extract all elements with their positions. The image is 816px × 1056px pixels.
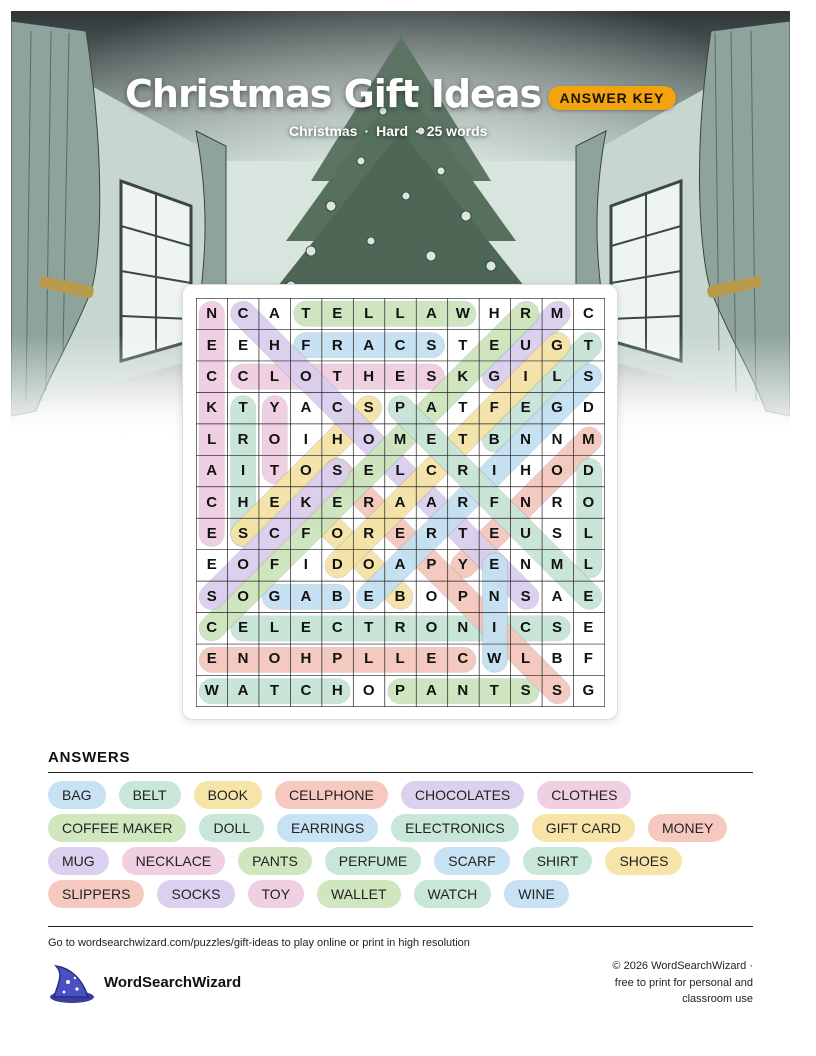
grid-cell: E [300,619,311,637]
grid-cell: O [268,650,281,668]
grid-cell: T [301,305,311,323]
grid-cell: F [269,556,280,574]
grid-cell: W [487,650,502,668]
grid-cell: T [489,681,499,699]
grid-cell: O [582,493,595,511]
grid-cell: I [492,619,497,637]
online-link-text[interactable]: Go to wordsearchwizard.com/puzzles/gift-ideas to play online or print in high resolution [48,937,470,949]
grid-cell: H [488,305,500,323]
grid-cell: M [550,305,564,323]
grid-cell: A [426,681,437,699]
grid-cell: A [426,305,437,323]
grid-cell: C [582,305,594,323]
grid-cell: E [426,650,437,668]
grid-cell: C [457,650,469,668]
grid-cell: A [300,587,312,605]
grid-cell: F [301,524,311,542]
grid-cell: R [363,493,375,511]
grid-cell: B [488,430,500,448]
grid-cell: C [237,367,249,385]
grid-cell: H [300,650,312,668]
grid-cell: L [521,650,531,668]
grid-cell: R [457,493,469,511]
grid-cell: R [394,619,406,637]
divider [48,772,753,773]
grid-cell: F [583,650,593,668]
grid-cell: H [269,336,280,354]
grid-cell: K [206,399,218,417]
answer-chip: NECKLACE [122,847,225,875]
answer-chip: ELECTRONICS [391,814,519,842]
grid-cell: O [425,587,438,605]
grid-cell: O [551,462,563,480]
grid-cell: S [426,336,437,354]
grid-cell: C [331,399,343,417]
grid-cell: P [457,587,468,605]
grid-cell: L [395,650,405,668]
grid-cell: T [238,399,248,417]
grid-cell: I [303,430,308,448]
grid-cell: A [394,556,406,574]
grid-cell: N [520,430,532,448]
grid-cell: T [458,430,468,448]
grid-cell: E [395,524,406,542]
grid-cell: E [238,336,249,354]
grid-cell: S [363,399,374,417]
copyright-line: free to print for personal and [614,976,753,989]
grid-cell: N [488,587,500,605]
answer-chip: PERFUME [325,847,421,875]
answer-chip: BELT [119,781,181,809]
grid-cell: G [551,336,563,354]
grid-cell: T [458,399,468,417]
meta-word-count: 25 words [426,123,488,139]
grid-cell: R [237,430,249,448]
grid-cell: E [489,556,500,574]
grid-cell: R [426,524,437,542]
answer-list [48,781,753,908]
grid-cell: U [520,524,532,542]
grid-cell: L [269,367,280,385]
grid-cell: L [364,650,374,668]
grid-cell: E [363,462,374,480]
answer-chip: SCARF [434,847,509,875]
grid-cell: E [583,619,594,637]
answer-chip: BAG [48,781,106,809]
answer-chip: GIFT CARD [532,814,635,842]
grid-cell: S [426,367,437,385]
answer-chip: PANTS [238,847,312,875]
grid-cell: E [206,524,217,542]
answers-heading: ANSWERS [48,749,131,766]
grid-cell: S [332,462,343,480]
grid-cell: O [300,367,312,385]
puzzle-title: Christmas Gift Ideas [125,72,542,116]
grid-cell: N [457,619,469,637]
meta-theme: Christmas [289,123,358,139]
grid-cell: O [300,462,312,480]
grid-cell: K [457,367,469,385]
grid-cell: E [332,305,343,323]
grid-cell: E [332,493,343,511]
grid-cell: E [489,336,500,354]
grid-cell: T [269,462,280,480]
grid-cell: O [362,556,375,574]
grid-cell: I [492,462,497,480]
grid-cell: L [583,524,593,542]
grid-cell: N [520,493,532,511]
grid-cell: O [425,619,438,637]
grid-cell: C [300,681,312,699]
meta-separator: · [364,123,370,139]
grid-cell: H [363,367,375,385]
grid-cell: C [206,493,218,511]
grid-cell: F [489,493,499,511]
grid-cell: B [394,587,406,605]
grid-cell: L [364,305,374,323]
grid-cell: R [520,305,532,323]
grid-cell: A [269,305,280,323]
grid-cell: L [395,462,405,480]
grid-cell: C [206,619,218,637]
word-search-grid [196,298,605,706]
answer-chip: CLOTHES [537,781,631,809]
answer-chip: DOLL [199,814,264,842]
grid-cell: S [551,619,562,637]
grid-cell: E [238,619,249,637]
grid-cell: O [362,430,375,448]
answer-chip: EARRINGS [277,814,378,842]
grid-cell: E [206,650,217,668]
grid-cell: L [395,305,405,323]
letter-grid [196,298,604,706]
grid-cell: Y [457,556,468,574]
copyright-line: © 2026 WordSearchWizard · [612,960,753,972]
grid-cell: L [552,367,562,385]
grid-cell: E [583,587,594,605]
grid-cell: H [331,681,343,699]
grid-cell: C [237,305,249,323]
grid-cell: T [458,336,468,354]
grid-cell: A [426,493,437,511]
grid-cell: K [300,493,312,511]
grid-cell: P [332,650,343,668]
grid-cell: E [489,524,500,542]
grid-cell: O [237,556,249,574]
grid-cell: G [488,367,501,385]
grid-cell: F [301,336,311,354]
grid-cell: E [426,430,437,448]
grid-cell: N [457,681,469,699]
grid-cell: C [206,367,218,385]
copyright-line: classroom use [682,993,753,1005]
answer-key-badge: ANSWER KEY [548,86,676,110]
answer-chip: TOY [248,880,305,908]
grid-cell: S [206,587,217,605]
grid-cell: P [395,681,406,699]
grid-cell: Y [269,399,280,417]
grid-cell: M [550,556,564,574]
grid-cell: A [206,462,218,480]
grid-cell: A [300,399,312,417]
brand-name: WordSearchWizard [104,974,242,991]
answer-chip: SLIPPERS [48,880,144,908]
grid-cell: A [363,336,375,354]
grid-cell: S [238,524,249,542]
grid-cell: S [583,367,594,385]
grid-cell: P [395,399,406,417]
grid-cell: I [523,367,528,385]
grid-cell: T [583,336,593,354]
answer-chip: CELLPHONE [275,781,388,809]
grid-cell: T [332,367,342,385]
answer-chip: CHOCOLATES [401,781,524,809]
grid-cell: S [551,524,562,542]
grid-cell: T [364,619,374,637]
grid-cell: L [269,619,280,637]
grid-cell: A [426,399,437,417]
grid-cell: S [520,587,531,605]
answer-chip: BOOK [194,781,262,809]
answer-chip: WATCH [414,880,492,908]
meta-separator: · [415,123,420,139]
grid-cell: C [394,336,406,354]
puzzle-meta [289,123,487,139]
grid-cell: E [206,336,217,354]
grid-cell: M [393,430,407,448]
grid-cell: H [520,462,532,480]
grid-cell: R [331,336,343,354]
grid-cell: B [331,587,343,605]
grid-cell: R [457,462,469,480]
wizard-hat-icon [48,964,94,1009]
answer-chip: WINE [504,880,569,908]
grid-cell: C [520,619,532,637]
grid-cell: O [268,430,281,448]
grid-cell: E [363,587,374,605]
grid-cell: S [520,681,531,699]
answer-chip: MONEY [648,814,727,842]
grid-cell: F [489,399,499,417]
grid-cell: W [455,305,470,323]
grid-cell: E [395,367,406,385]
grid-cell: U [520,336,532,354]
grid-cell: D [331,556,343,574]
grid-cell: E [269,493,280,511]
grid-cell: A [394,493,406,511]
grid-cell: N [237,650,249,668]
answer-chip: COFFEE MAKER [48,814,186,842]
answer-chip: SHOES [605,847,682,875]
grid-cell: H [331,430,343,448]
grid-cell: A [551,587,563,605]
grid-cell: N [551,430,563,448]
answer-chip: SHIRT [523,847,593,875]
grid-cell: G [551,399,563,417]
grid-cell: D [582,399,594,417]
grid-cell: T [269,681,280,699]
grid-cell: C [426,462,437,480]
grid-cell: L [583,556,593,574]
grid-cell: M [582,430,595,448]
grid-cell: G [582,681,595,699]
grid-cell: B [551,650,563,668]
answer-chip: SOCKS [157,880,234,908]
meta-difficulty: Hard [376,123,409,139]
divider [48,926,753,927]
grid-cell: I [241,462,246,480]
grid-cell: R [363,524,375,542]
grid-cell: I [303,556,308,574]
grid-cell: O [237,587,249,605]
grid-cell: H [237,493,249,511]
grid-cell: E [206,556,217,574]
grid-cell: L [207,430,217,448]
grid-cell: S [551,681,562,699]
grid-cell: P [426,556,437,574]
grid-cell: D [582,462,594,480]
grid-cell: E [520,399,531,417]
grid-cell: O [362,681,375,699]
grid-cell: C [331,619,343,637]
grid-cell: N [206,305,218,323]
grid-cell: C [269,524,280,542]
answer-chip: WALLET [317,880,401,908]
grid-cell: O [331,524,344,542]
grid-cell: T [458,524,468,542]
copyright [553,958,753,1008]
grid-cell: W [204,681,219,699]
grid-cell: A [237,681,249,699]
grid-cell: G [268,587,281,605]
grid-cell: N [520,556,532,574]
grid-cell: R [551,493,563,511]
answer-chip: MUG [48,847,109,875]
